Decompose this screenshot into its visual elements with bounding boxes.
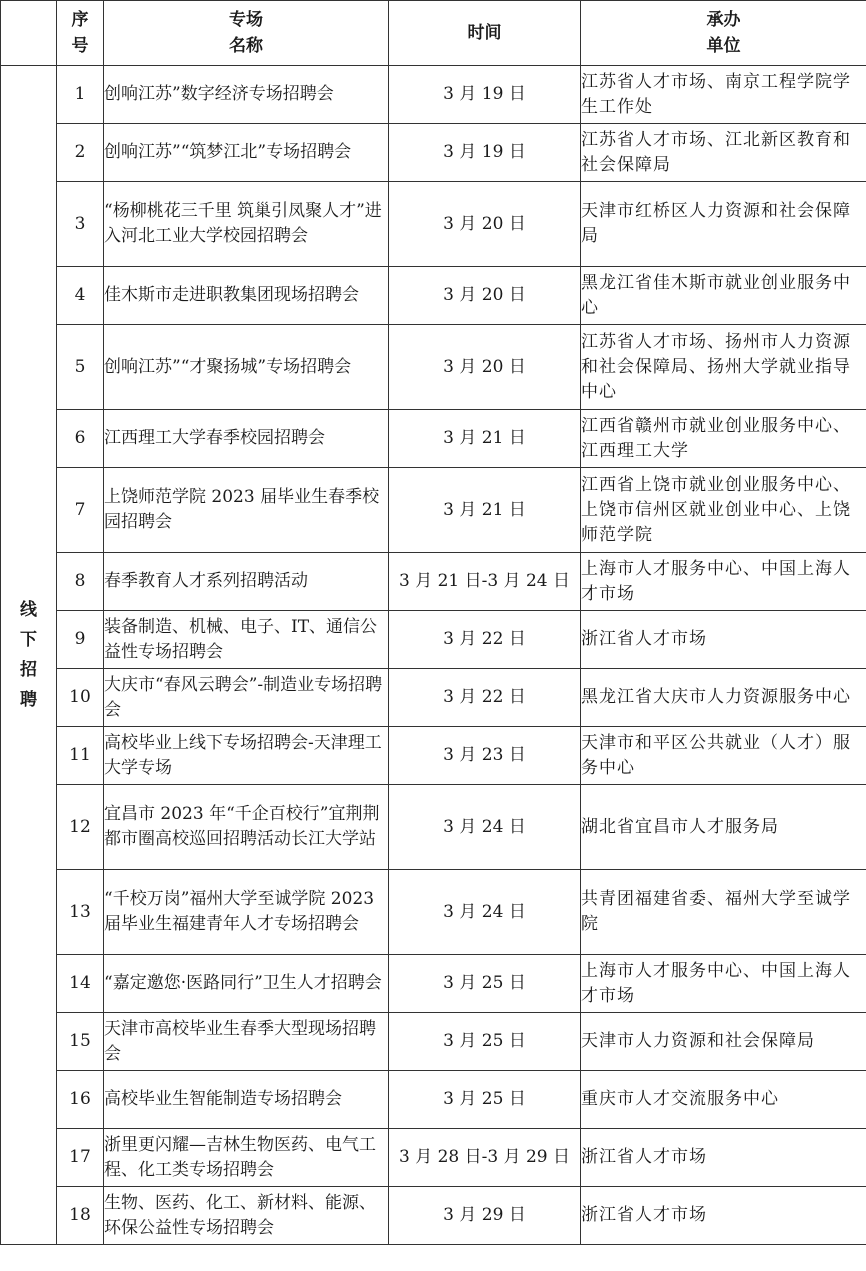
fair-time-cell: 3 月 24 日 [389, 785, 581, 870]
fair-time-cell: 3 月 20 日 [389, 325, 581, 410]
row-number-cell: 2 [57, 124, 104, 182]
fair-name-cell: 天津市高校毕业生春季大型现场招聘会 [104, 1013, 389, 1071]
organizer-cell: 浙江省人才市场 [581, 1129, 866, 1187]
row-number-cell: 14 [57, 955, 104, 1013]
fair-name-cell: 江西理工大学春季校园招聘会 [104, 410, 389, 468]
row-number-cell: 7 [57, 468, 104, 553]
table-row [1, 124, 866, 182]
fair-time-cell: 3 月 24 日 [389, 870, 581, 955]
organizer-cell: 天津市红桥区人力资源和社会保障局 [581, 182, 866, 267]
row-number-cell: 13 [57, 870, 104, 955]
header-category [1, 1, 57, 66]
fair-name-cell: 宜昌市 2023 年“千企百校行”宜荆荆都市圈高校巡回招聘活动长江大学站 [104, 785, 389, 870]
organizer-cell: 江苏省人才市场、江北新区教育和社会保障局 [581, 124, 866, 182]
row-number-cell: 11 [57, 727, 104, 785]
row-number-cell: 9 [57, 611, 104, 669]
row-number-cell: 8 [57, 553, 104, 611]
row-number-cell: 1 [57, 66, 104, 124]
fair-time-cell: 3 月 28 日-3 月 29 日 [389, 1129, 581, 1187]
fair-name-cell: 浙里更闪耀—吉林生物医药、电气工程、化工类专场招聘会 [104, 1129, 389, 1187]
table-row [1, 669, 866, 727]
table-row [1, 727, 866, 785]
table-row [1, 325, 866, 410]
table-header-row [1, 1, 866, 66]
category-char: 招 [20, 660, 37, 680]
table-body [1, 66, 866, 1245]
fair-time-cell: 3 月 19 日 [389, 66, 581, 124]
fair-name-cell: 创响江苏”“筑梦江北”专场招聘会 [104, 124, 389, 182]
header-organizer-line1: 承办 [706, 10, 741, 30]
fair-name-cell: 春季教育人才系列招聘活动 [104, 553, 389, 611]
table-row [1, 870, 866, 955]
fair-name-cell: 创响江苏”“才聚扬城”专场招聘会 [104, 325, 389, 410]
table-row [1, 182, 866, 267]
table-row [1, 611, 866, 669]
organizer-cell: 江西省上饶市就业创业服务中心、上饶市信州区就业创业中心、上饶师范学院 [581, 468, 866, 553]
organizer-cell: 天津市人力资源和社会保障局 [581, 1013, 866, 1071]
organizer-cell: 重庆市人才交流服务中心 [581, 1071, 866, 1129]
fair-time-cell: 3 月 25 日 [389, 1013, 581, 1071]
organizer-cell: 江苏省人才市场、扬州市人力资源和社会保障局、扬州大学就业指导中心 [581, 325, 866, 410]
fair-time-cell: 3 月 21 日 [389, 410, 581, 468]
organizer-cell: 上海市人才服务中心、中国上海人才市场 [581, 553, 866, 611]
table-row [1, 1129, 866, 1187]
organizer-cell: 江苏省人才市场、南京工程学院学生工作处 [581, 66, 866, 124]
table-row [1, 785, 866, 870]
table-row [1, 410, 866, 468]
fair-name-cell: 装备制造、机械、电子、IT、通信公益性专场招聘会 [104, 611, 389, 669]
organizer-cell: 黑龙江省大庆市人力资源服务中心 [581, 669, 866, 727]
header-organizer [581, 1, 866, 66]
row-number-cell: 12 [57, 785, 104, 870]
table-row [1, 1187, 866, 1245]
row-number-cell: 16 [57, 1071, 104, 1129]
row-number-cell: 17 [57, 1129, 104, 1187]
fair-name-cell: “嘉定邀您·医路同行”卫生人才招聘会 [104, 955, 389, 1013]
fair-name-cell: “杨柳桃花三千里 筑巢引凤聚人才”进入河北工业大学校园招聘会 [104, 182, 389, 267]
fair-name-cell: 生物、医药、化工、新材料、能源、环保公益性专场招聘会 [104, 1187, 389, 1245]
fair-name-cell: 大庆市“春风云聘会”-制造业专场招聘会 [104, 669, 389, 727]
fair-name-cell: 创响江苏”数字经济专场招聘会 [104, 66, 389, 124]
fair-time-cell: 3 月 21 日 [389, 468, 581, 553]
organizer-cell: 江西省赣州市就业创业服务中心、江西理工大学 [581, 410, 866, 468]
header-number-line2: 号 [71, 36, 89, 56]
header-name-line1: 专场 [229, 10, 263, 30]
fair-time-cell: 3 月 29 日 [389, 1187, 581, 1245]
organizer-cell: 上海市人才服务中心、中国上海人才市场 [581, 955, 866, 1013]
fair-name-cell: 高校毕业上线下专场招聘会-天津理工大学专场 [104, 727, 389, 785]
fair-time-cell: 3 月 21 日-3 月 24 日 [389, 553, 581, 611]
category-char: 聘 [20, 690, 37, 710]
fair-time-cell: 3 月 25 日 [389, 955, 581, 1013]
row-number-cell: 15 [57, 1013, 104, 1071]
table-row [1, 267, 866, 325]
header-name-line2: 名称 [229, 36, 263, 56]
organizer-cell: 浙江省人才市场 [581, 1187, 866, 1245]
row-number-cell: 4 [57, 267, 104, 325]
organizer-cell: 湖北省宜昌市人才服务局 [581, 785, 866, 870]
fair-time-cell: 3 月 19 日 [389, 124, 581, 182]
row-number-cell: 5 [57, 325, 104, 410]
row-number-cell: 3 [57, 182, 104, 267]
fair-time-cell: 3 月 22 日 [389, 669, 581, 727]
table-row [1, 468, 866, 553]
row-number-cell: 18 [57, 1187, 104, 1245]
row-number-cell: 6 [57, 410, 104, 468]
header-number [57, 1, 104, 66]
fair-time-cell: 3 月 23 日 [389, 727, 581, 785]
category-cell [1, 66, 57, 1245]
organizer-cell: 共青团福建省委、福州大学至诚学院 [581, 870, 866, 955]
fair-name-cell: 佳木斯市走进职教集团现场招聘会 [104, 267, 389, 325]
table-row [1, 1071, 866, 1129]
header-organizer-line2: 单位 [706, 36, 741, 56]
fair-time-cell: 3 月 25 日 [389, 1071, 581, 1129]
category-char: 下 [20, 630, 37, 650]
fair-name-cell: “千校万岗”福州大学至诚学院 2023 届毕业生福建青年人才专场招聘会 [104, 870, 389, 955]
header-time: 时间 [389, 1, 581, 66]
fair-time-cell: 3 月 22 日 [389, 611, 581, 669]
organizer-cell: 天津市和平区公共就业（人才）服务中心 [581, 727, 866, 785]
organizer-cell: 黑龙江省佳木斯市就业创业服务中心 [581, 267, 866, 325]
header-number-line1: 序 [71, 10, 89, 30]
table-row [1, 955, 866, 1013]
header-name [104, 1, 389, 66]
row-number-cell: 10 [57, 669, 104, 727]
fair-time-cell: 3 月 20 日 [389, 267, 581, 325]
fair-name-cell: 高校毕业生智能制造专场招聘会 [104, 1071, 389, 1129]
fair-time-cell: 3 月 20 日 [389, 182, 581, 267]
category-char: 线 [20, 600, 37, 620]
fair-name-cell: 上饶师范学院 2023 届毕业生春季校园招聘会 [104, 468, 389, 553]
table-row [1, 66, 866, 124]
organizer-cell: 浙江省人才市场 [581, 611, 866, 669]
table-row [1, 553, 866, 611]
table-row [1, 1013, 866, 1071]
